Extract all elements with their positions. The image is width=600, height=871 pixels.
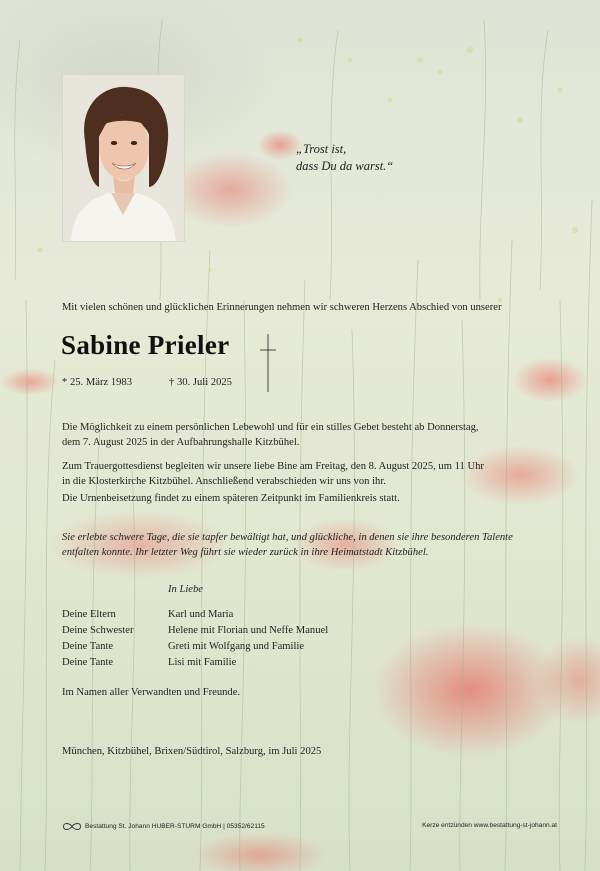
farewell-line-2: dem 7. August 2025 in der Aufbahrungshalle Kitzbühel. — [62, 437, 300, 448]
funeral-home-info: Bestattung St. Johann HUBER-STURM GmbH | 05352/62115 — [85, 823, 265, 830]
service-line-2: in die Klosterkirche Kitzbühel. Anschließend verabschieden wir uns von ihr. — [62, 476, 386, 487]
portrait-icon — [63, 75, 184, 241]
farewell-paragraph — [62, 420, 552, 450]
mourner-names: Helene mit Florian und Neffe Manuel — [168, 625, 329, 637]
mourner-names: Lisi mit Familie — [168, 656, 237, 668]
quote-line-2: dass Du da warst.“ — [296, 159, 394, 173]
mourner-relation: Deine Tante — [62, 640, 114, 652]
intro-text: Mit vielen schönen und glücklichen Erinnerungen nehmen wir schweren Herzens Abschied von unserer — [62, 302, 502, 313]
candle-link[interactable]: Kerze entzünden www.bestattung-st-johann.at — [422, 822, 557, 829]
service-line-1: Zum Trauergottesdienst begleiten wir unsere liebe Bine am Freitag, den 8. August 2025, um 11 Uhr — [62, 461, 484, 472]
place-date-line: München, Kitzbühel, Brixen/Südtirol, Salzburg, im Juli 2025 — [62, 746, 322, 757]
quote-line-1: „Trost ist, — [296, 142, 347, 156]
mourner-row — [62, 623, 328, 639]
mourner-relation: Deine Schwester — [62, 625, 134, 637]
death-date: † 30. Juli 2025 — [169, 377, 232, 388]
cross-icon — [260, 334, 276, 392]
mourner-relation: Deine Tante — [62, 656, 114, 668]
tribute-line-1: Sie erlebte schwere Tage, die sie tapfer bewältigt hat, und glückliche, in denen sie ihre besonderen Talente — [62, 532, 513, 543]
tribute-paragraph — [62, 530, 552, 560]
funeral-home-footer — [62, 822, 265, 831]
mourner-relation: Deine Eltern — [62, 609, 116, 621]
mourner-names: Greti mit Wolfgang und Familie — [168, 640, 305, 652]
infinity-icon — [62, 822, 82, 831]
portrait-photo — [62, 74, 185, 242]
mourner-names: Karl und Maria — [168, 609, 234, 621]
urn-line: Die Urnenbeisetzung findet zu einem späteren Zeitpunkt im Familienkreis statt. — [62, 493, 400, 504]
urn-paragraph — [62, 491, 552, 506]
in-liebe-heading: In Liebe — [168, 584, 204, 595]
mourner-row — [62, 639, 328, 655]
mourners-list — [62, 607, 328, 670]
birth-date: * 25. März 1983 — [62, 377, 133, 388]
service-paragraph — [62, 459, 552, 489]
memorial-quote — [296, 141, 393, 175]
mourner-row — [62, 654, 328, 670]
relatives-line: Im Namen aller Verwandten und Freunde. — [62, 687, 241, 698]
tribute-line-2: entfalten konnte. Ihr letzter Weg führt sie wieder zurück in ihre Heimatstadt Kitzbühel. — [62, 547, 429, 558]
mourner-row — [62, 607, 328, 623]
farewell-line-1: Die Möglichkeit zu einem persönlichen Lebewohl und für ein stilles Gebet besteht ab Donnerstag, — [62, 422, 479, 433]
deceased-name: Sabine Prieler — [61, 330, 230, 360]
